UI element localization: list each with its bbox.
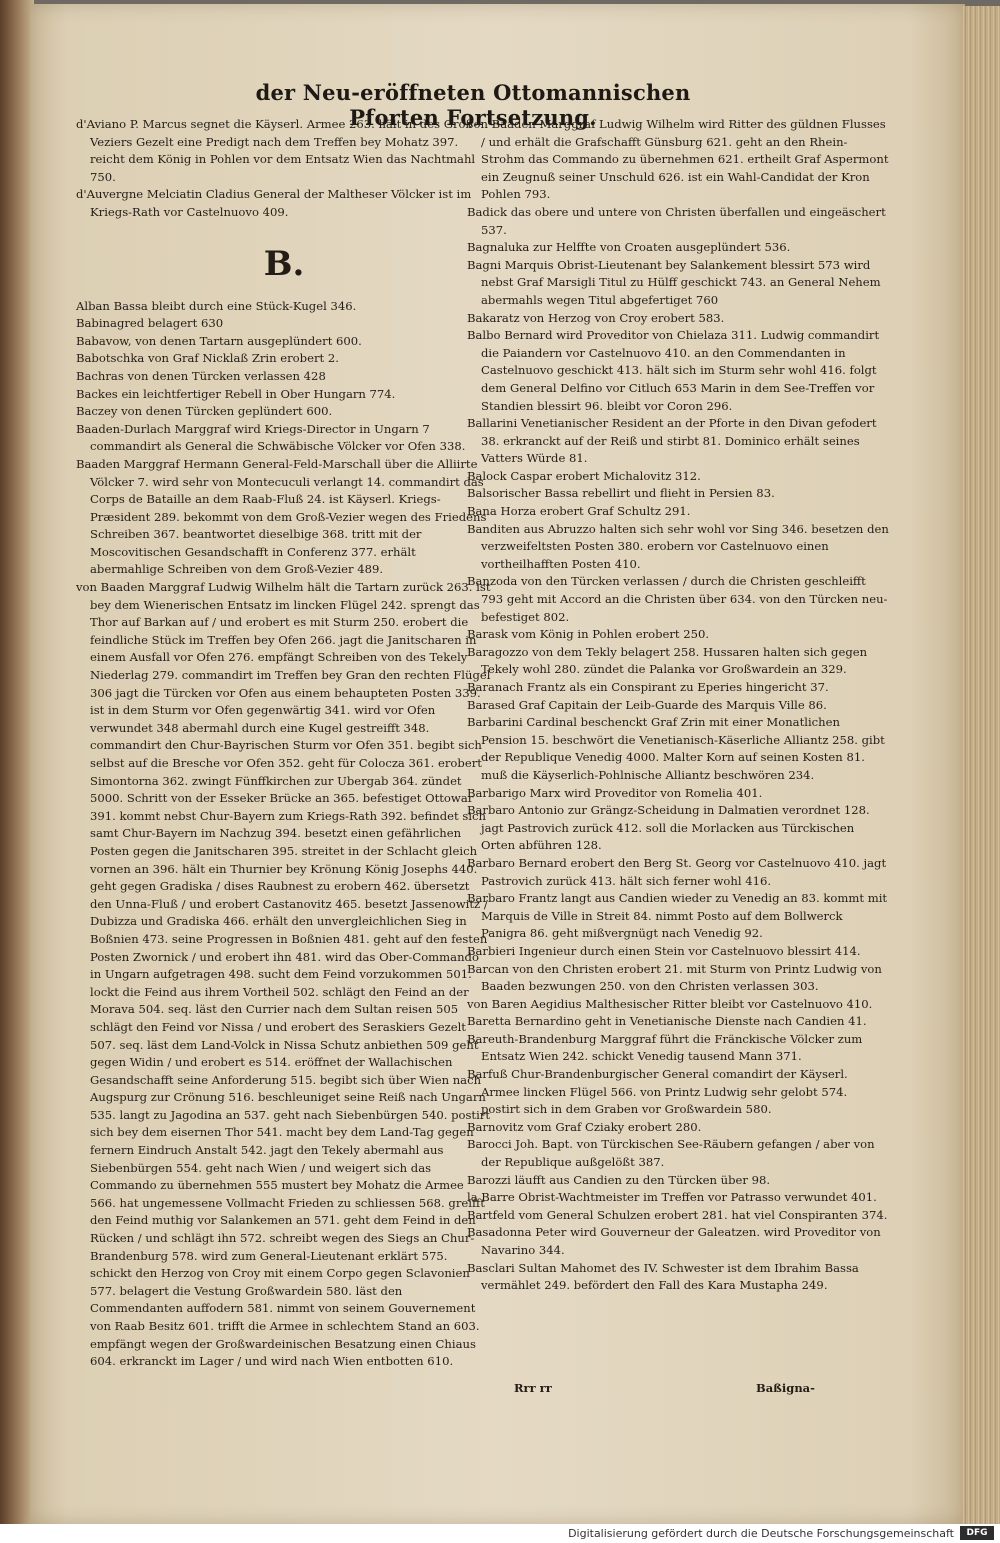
index-entry: Bagni Marquis Obrist-Lieutenant bey Salankement blessirt 573 wird nebst Graf Marsigli Titul zu Hülff geschickt 743. an General Nehem abermahls wegen Titul abgefertiget 760 (467, 257, 881, 307)
index-entry: Bachras von denen Türcken verlassen 428 (76, 368, 326, 383)
index-entry: Barbaro Antonio zur Grängz-Scheidung in Dalmatien verordnet 128. jagt Pastrovich zurück 412. soll die Morlacken aus Türckischen Orten abführen 128. (467, 803, 870, 853)
index-entry: Backes ein leichtfertiger Rebell in Ober Hungarn 774. (76, 386, 396, 401)
index-entry: Badick das obere und untere von Christen überfallen und eingeäschert 537. (467, 204, 886, 237)
digitization-footer (0, 1524, 1000, 1543)
index-entry: Baretta Bernardino geht in Venetianische Dienste nach Candien 41. (467, 1014, 867, 1029)
index-entry: Basadonna Peter wird Gouverneur der Galeatzen. wird Proveditor von Navarino 344. (467, 1225, 881, 1257)
index-entry: Barocci Joh. Bapt. von Türckischen See-Räubern gefangen / aber von der Republique außgelößt 387. (467, 1137, 875, 1170)
index-entry: Babotschka von Graf Nicklaß Zrin erobert 2. (76, 351, 339, 366)
left-column (76, 116, 492, 1388)
index-entry: Baranach Frantz als ein Conspirant zu Eperies hingericht 37. (467, 680, 829, 694)
index-entry: Baczey von denen Türcken geplündert 600. (76, 404, 333, 419)
right-column (467, 116, 889, 1386)
footer-credit: Digitalisierung gefördert durch die Deutsche Forschungsgemeinschaft (568, 1527, 954, 1540)
index-entry: Baaden Marggraf Hermann General-Feld-Marschall über die Alliirte Völcker 7. wird sehr von Montecuculi verlangt 14. commandirt das Corps de Bataille an dem Raab-Fluß 24. ist Käyserl. Kriegs-Præsident 289. bekommt von dem Groß-Vezier wegen des Friedens Schreiben 367. beantwortet dieselbige 368. tritt mit der Moscovitischen Gesandschafft in Conferenz 377. erhält abermahlige Schreiben von dem Groß-Vezier 489. (76, 456, 487, 577)
index-entry: la Barre Obrist-Wachtmeister im Treffen vor Patrasso verwundet 401. (467, 1190, 877, 1205)
index-entry: Balbo Bernard wird Proveditor von Chielaza 311. Ludwig commandirt die Paiandern vor Castelnuovo 410. an den Commendanten in Castelnuovo geschickt 413. hält sich im Sturm sehr wohl 416. folgt dem General Delfino vor Citluch 653 Marin in dem See-Treffen vor Standien blessirt 96. bleibt vor Coron 296. (467, 328, 880, 413)
index-entry: Ballarini Venetianischer Resident an der Pforte in den Divan gefodert 38. erkranckt auf der Reiß und stirbt 81. Dominico erhält seines Vatters Würde 81. (467, 416, 877, 466)
entry-list-b (76, 298, 492, 1371)
book-spine-edge (0, 0, 34, 1525)
index-entry: Baragozzo von dem Tekly belagert 258. Hussaren halten sich gegen Tekely wohl 280. zündet die Palanka vor Großwardein an 329. (467, 644, 868, 677)
index-entry: Balsorischer Bassa rebellirt und flieht in Persien 83. (467, 486, 775, 501)
index-entry: Banzoda von den Türcken verlassen / durch die Christen geschleifft 793 geht mit Accord an die Christen über 634. von den Türcken neu-befestiget 802. (467, 574, 888, 624)
index-entry: Barbarigo Marx wird Proveditor von Romelia 401. (467, 785, 763, 800)
index-entry: Babavow, von denen Tartarn ausgeplündert 600. (76, 333, 362, 348)
index-entry: Bagnaluka zur Helffte von Croaten ausgeplündert 536. (467, 240, 791, 255)
index-entry: Balock Caspar erobert Michalovitz 312. (467, 468, 701, 483)
index-entry: von Baaden Marggraf Ludwig Wilhelm hält die Tartarn zurück 263. ist bey dem Wienerischen Entsatz im lincken Flügel 242. sprengt das Thor auf Barkan auf / und erobert es mit Sturm 250. erobert die feindliche Stück im Treffen bey Ofen 266. jagt die Janitscharen in einem Ausfall vor Ofen 276. empfängt Schreiben von des Tekely Niederlag 279. commandirt im Treffen bey Gran den rechten Flügel 306 jagt die Türcken vor Ofen aus einem behaupteten Posten 339. ist in dem Sturm vor Ofen gegenwärtig 341. wird vor Ofen verwundet 348 abermahl durch eine Kugel gestreifft 348. commandirt den Chur-Bayrischen Sturm vor Ofen 351. begibt sich selbst auf die Bresche vor Ofen 352. geht für Colocza 361. erobert Simontorna 362. zwingt Fünffkirchen zur Ubergab 364. zündet 5000. Schritt von der Esseker Brücke an 365. befestiget Ottowar 391. kommt nebst Chur-Bayern zum Kriegs-Rath 392. befindet sich samt Chur-Bayern im Nachzug 394. besetzt einen gefährlichen Posten gegen die Janitscharen 395. streitet in der Schlacht gleich vornen an 396. hält ein Thurnier bey Krönung König Josephs 440. geht gegen Gradiska / dises Raubnest zu erobern 462. übersetzt den Unna-Fluß / und erobert Castanovitz 465. besetzt Jassenowitz / Dubizza und Gradiska 466. erhält den unvergleichlichen Sieg in Boßnien 473. seine Progressen in Boßnien 481. geht auf den festen Posten Zwornick / und erobert ihn 481. wird das Ober-Commando in Ungarn aufgetragen 498. sucht dem Feind vorzukommen 501. lockt die Feind aus ihrem Vortheil 502. schlägt den Feind an der Morava 504. seq. läst den Currier nach dem Sultan reisen 505 schlägt den Feind vor Nissa / und erobert des Seraskiers Gezelt 507. seq. läst dem Land-Volck in Nissa Schutz anbiethen 509 geht gegen Widin / und erobert es 514. eröffnet der Wallachischen Gesandschafft seine Anforderung 515. begibt sich über Wien nach Augspurg zur Crönung 516. beschleuniget seine Reiß nach Ungarn 535. langt zu Jagodina an 537. geht nach Siebenbürgen 540. postirt sich bey dem eisernen Thor 541. macht bey dem Land-Tag gegen fernern Eindruch Anstalt 542. jagt den Tekely abermahl aus Siebenbürgen 554. geht nach Wien / und weigert sich das Commando zu übernehmen 555 mustert bey Mohatz die Armee 566. hat ungemessene Vollmacht Frieden zu schliessen 568. greifft den Feind muthig vor Salankemen an 571. geht dem Feind in den Rücken / und schlägt ihn 572. schreibt wegen des Siegs an Chur-Brandenburg 578. wird zum General-Lieutenant erklärt 575. schickt den Herzog von Croy mit einem Corpo gegen Sclavonien 577. belagert die Vestung Großwardein 580. läst den Commendanten auffodern 581. nimmt von seinem Gouvernement von Raab Besitz 601. trifft die Armee in schlechtem Stand an 603. empfängt wegen der Großwardeinischen Besatzung einen Chiaus 604. erkranckt im Lager / und wird nach Wien entbotten 610. (76, 580, 491, 1369)
index-entry: Barbarini Cardinal beschenckt Graf Zrin mit einer Monatlichen Pension 15. beschwört die Venetianisch-Käserliche Alliantz 258. gibt der Republique Venedig 4000. Malter Korn auf seinen Kosten 81. muß die Käyserlich-Pohlnische Alliantz beschwören 234. (467, 715, 885, 782)
index-entry: Barbaro Frantz langt aus Candien wieder zu Venedig an 83. kommt mit Marquis de Ville in Streit 84. nimmt Posto auf dem Bollwerck Panigra 86. geht mißvergnügt nach Venedig 92. (467, 891, 888, 941)
index-entry: Barozzi läufft aus Candien zu den Türcken über 98. (467, 1172, 771, 1187)
page-stack-edge (962, 6, 1000, 1526)
index-entry: Barcan von den Christen erobert 21. mit Sturm von Printz Ludwig von Baaden bezwungen 250. von den Christen verlassen 303. (467, 961, 882, 994)
dfg-logo: DFG (960, 1526, 994, 1540)
section-letter: B. (263, 243, 305, 284)
index-entry: Babinagred belagert 630 (76, 316, 224, 331)
index-entry: von Baren Aegidius Malthesischer Ritter bleibt vor Castelnuovo 410. (467, 996, 873, 1011)
index-entry: Barnovitz vom Graf Cziaky erobert 280. (467, 1119, 702, 1134)
index-entry: Barbaro Bernard erobert den Berg St. Georg vor Castelnuovo 410. jagt Pastrovich zurück 413. hält sich ferner wohl 416. (467, 855, 887, 888)
catchword: Baßigna- (756, 1381, 815, 1395)
index-entry: Barased Graf Capitain der Leib-Guarde des Marquis Ville 86. (467, 697, 827, 712)
entry-list-a (76, 116, 492, 222)
index-entry: Alban Bassa bleibt durch eine Stück-Kugel 346. (76, 298, 357, 313)
index-entry: Barbieri Ingenieur durch einen Stein vor Castelnuovo blessirt 414. (467, 943, 861, 958)
index-entry: Barask vom König in Pohlen erobert 250. (467, 627, 710, 642)
index-entry: Bakaratz von Herzog von Croy erobert 583. (467, 310, 725, 325)
index-entry: Banditen aus Abruzzo halten sich sehr wohl vor Sing 346. besetzen den verzweifeltsten Posten 380. erobern vor Castelnuovo einen vortheilhafften Posten 410. (467, 521, 889, 571)
index-entry: Bareuth-Brandenburg Marggraf führt die Fränckische Völcker zum Entsatz Wien 242. schickt Venedig tausend Mann 371. (467, 1031, 863, 1064)
index-entry: Bartfeld vom General Schulzen erobert 281. hat viel Conspiranten 374. (467, 1207, 888, 1222)
running-head: der Neu-eröffneten Ottomannischen Pforten Fortsetzung. (255, 80, 691, 130)
index-entry: Barfuß Chur-Brandenburgischer General comandirt der Käyserl. Armee lincken Flügel 566. von Printz Ludwig sehr gelobt 574. postirt sich in dem Graben vor Großwardein 580. (467, 1067, 848, 1117)
index-entry: d'Aviano P. Marcus segnet die Käyserl. Armee 263. hält in des Groß-Veziers Gezelt eine Predigt nach dem Treffen bey Mohatz 397. reicht dem König in Pohlen vor dem Entsatz Wien das Nachtmahl 750. (76, 117, 478, 184)
index-entry: Baaden-Durlach Marggraf wird Kriegs-Director in Ungarn 7 commandirt als General die Schwäbische Völcker vor Ofen 338. (76, 421, 466, 454)
index-entry: Basclari Sultan Mahomet des IV. Schwester ist dem Ibrahim Bassa vermählet 249. befördert den Fall des Kara Mustapha 249. (467, 1260, 859, 1293)
index-entry: Bana Horza erobert Graf Schultz 291. (467, 504, 691, 519)
signature-mark: Rrr rr (514, 1381, 552, 1395)
index-entry: von Baaden Marggraf Ludwig Wilhelm wird Ritter des güldnen Flusses / und erhält die Grafschafft Günsburg 621. geht an den Rhein-Strohm das Commando zu übernehmen 621. ertheilt Graf Aspermont ein Zeugnuß seiner Unschuld 626. ist ein Wahl-Candidat der Kron Pohlen 793. (467, 117, 889, 202)
index-entry: d'Auvergne Melciatin Cladius General der Maltheser Völcker ist im Kriegs-Rath vor Castelnuovo 409. (76, 187, 472, 219)
